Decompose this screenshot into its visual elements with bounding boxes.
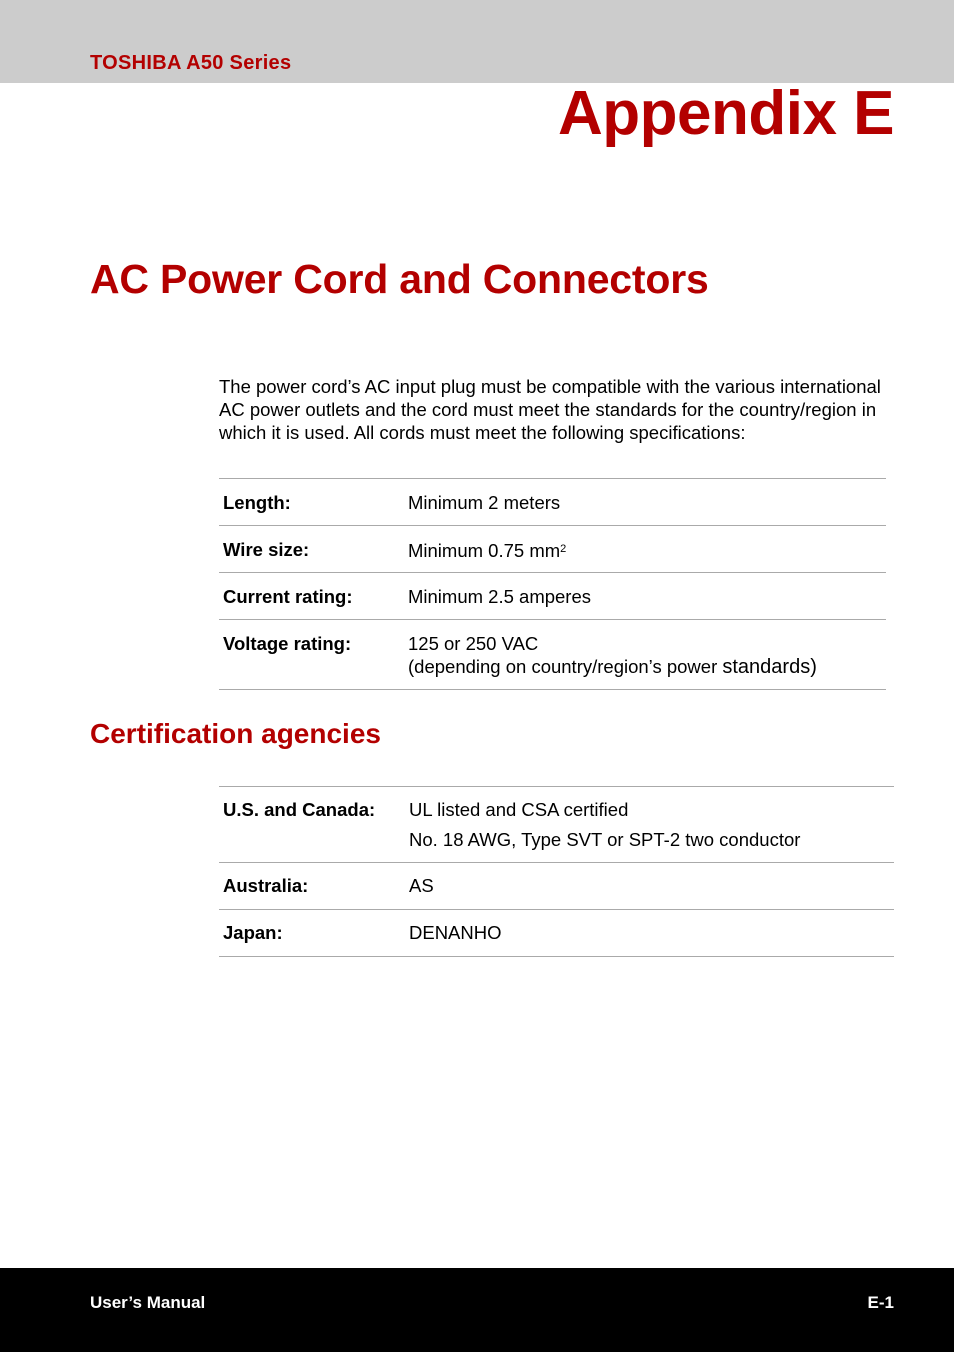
cert-row-japan: [219, 910, 894, 957]
cert-label: U.S. and Canada:: [223, 799, 376, 820]
spec-value-cell: [408, 620, 886, 690]
spec-value: 125 or 250 VAC: [408, 633, 539, 654]
cert-label: Australia:: [223, 875, 309, 896]
cert-value: UL listed and CSA certified: [409, 799, 629, 820]
cert-value: DENANHO: [409, 922, 502, 943]
spec-value-superscript: 2: [560, 543, 567, 555]
spec-row-voltage-rating: [219, 620, 886, 690]
spec-value-note: (depending on country/region’s power: [408, 656, 723, 677]
spec-value-note-end: standards): [722, 656, 817, 678]
certification-title: Certification agencies: [90, 718, 381, 749]
spec-table: [219, 478, 886, 690]
cert-value-cell: [409, 787, 894, 863]
certification-table: [219, 786, 894, 957]
spec-label: Voltage rating:: [223, 633, 352, 654]
spec-label: Wire size:: [223, 539, 310, 560]
spec-value: Minimum 2.5 amperes: [408, 586, 592, 607]
cert-label: Japan:: [223, 922, 283, 943]
section-title: AC Power Cord and Connectors: [90, 256, 709, 302]
spec-row-length: [219, 479, 886, 526]
spec-row-current-rating: [219, 573, 886, 620]
spec-label: Current rating:: [223, 586, 353, 607]
spec-label: Length:: [223, 492, 291, 513]
cert-row-us-canada: [219, 787, 894, 863]
spec-value-cell: [408, 526, 886, 573]
spec-value: Minimum 0.75 mm: [408, 540, 561, 561]
series-title: TOSHIBA A50 Series: [90, 52, 292, 74]
cert-row-australia: [219, 863, 894, 910]
footer-page-number: E-1: [867, 1293, 894, 1312]
footer-manual-label: User’s Manual: [90, 1293, 206, 1312]
cert-value: AS: [409, 875, 434, 896]
spec-row-wire-size: [219, 526, 886, 573]
intro-paragraph: The power cord’s AC input plug must be compatible with the various international AC power outlets and the cord must meet the standards for the country/region in which it is used. All cords must meet the following specifications:: [219, 376, 881, 443]
spec-value: Minimum 2 meters: [408, 492, 561, 513]
appendix-title: Appendix E: [557, 79, 894, 148]
cert-value-detail: No. 18 AWG, Type SVT or SPT-2 two conductor: [409, 829, 801, 850]
